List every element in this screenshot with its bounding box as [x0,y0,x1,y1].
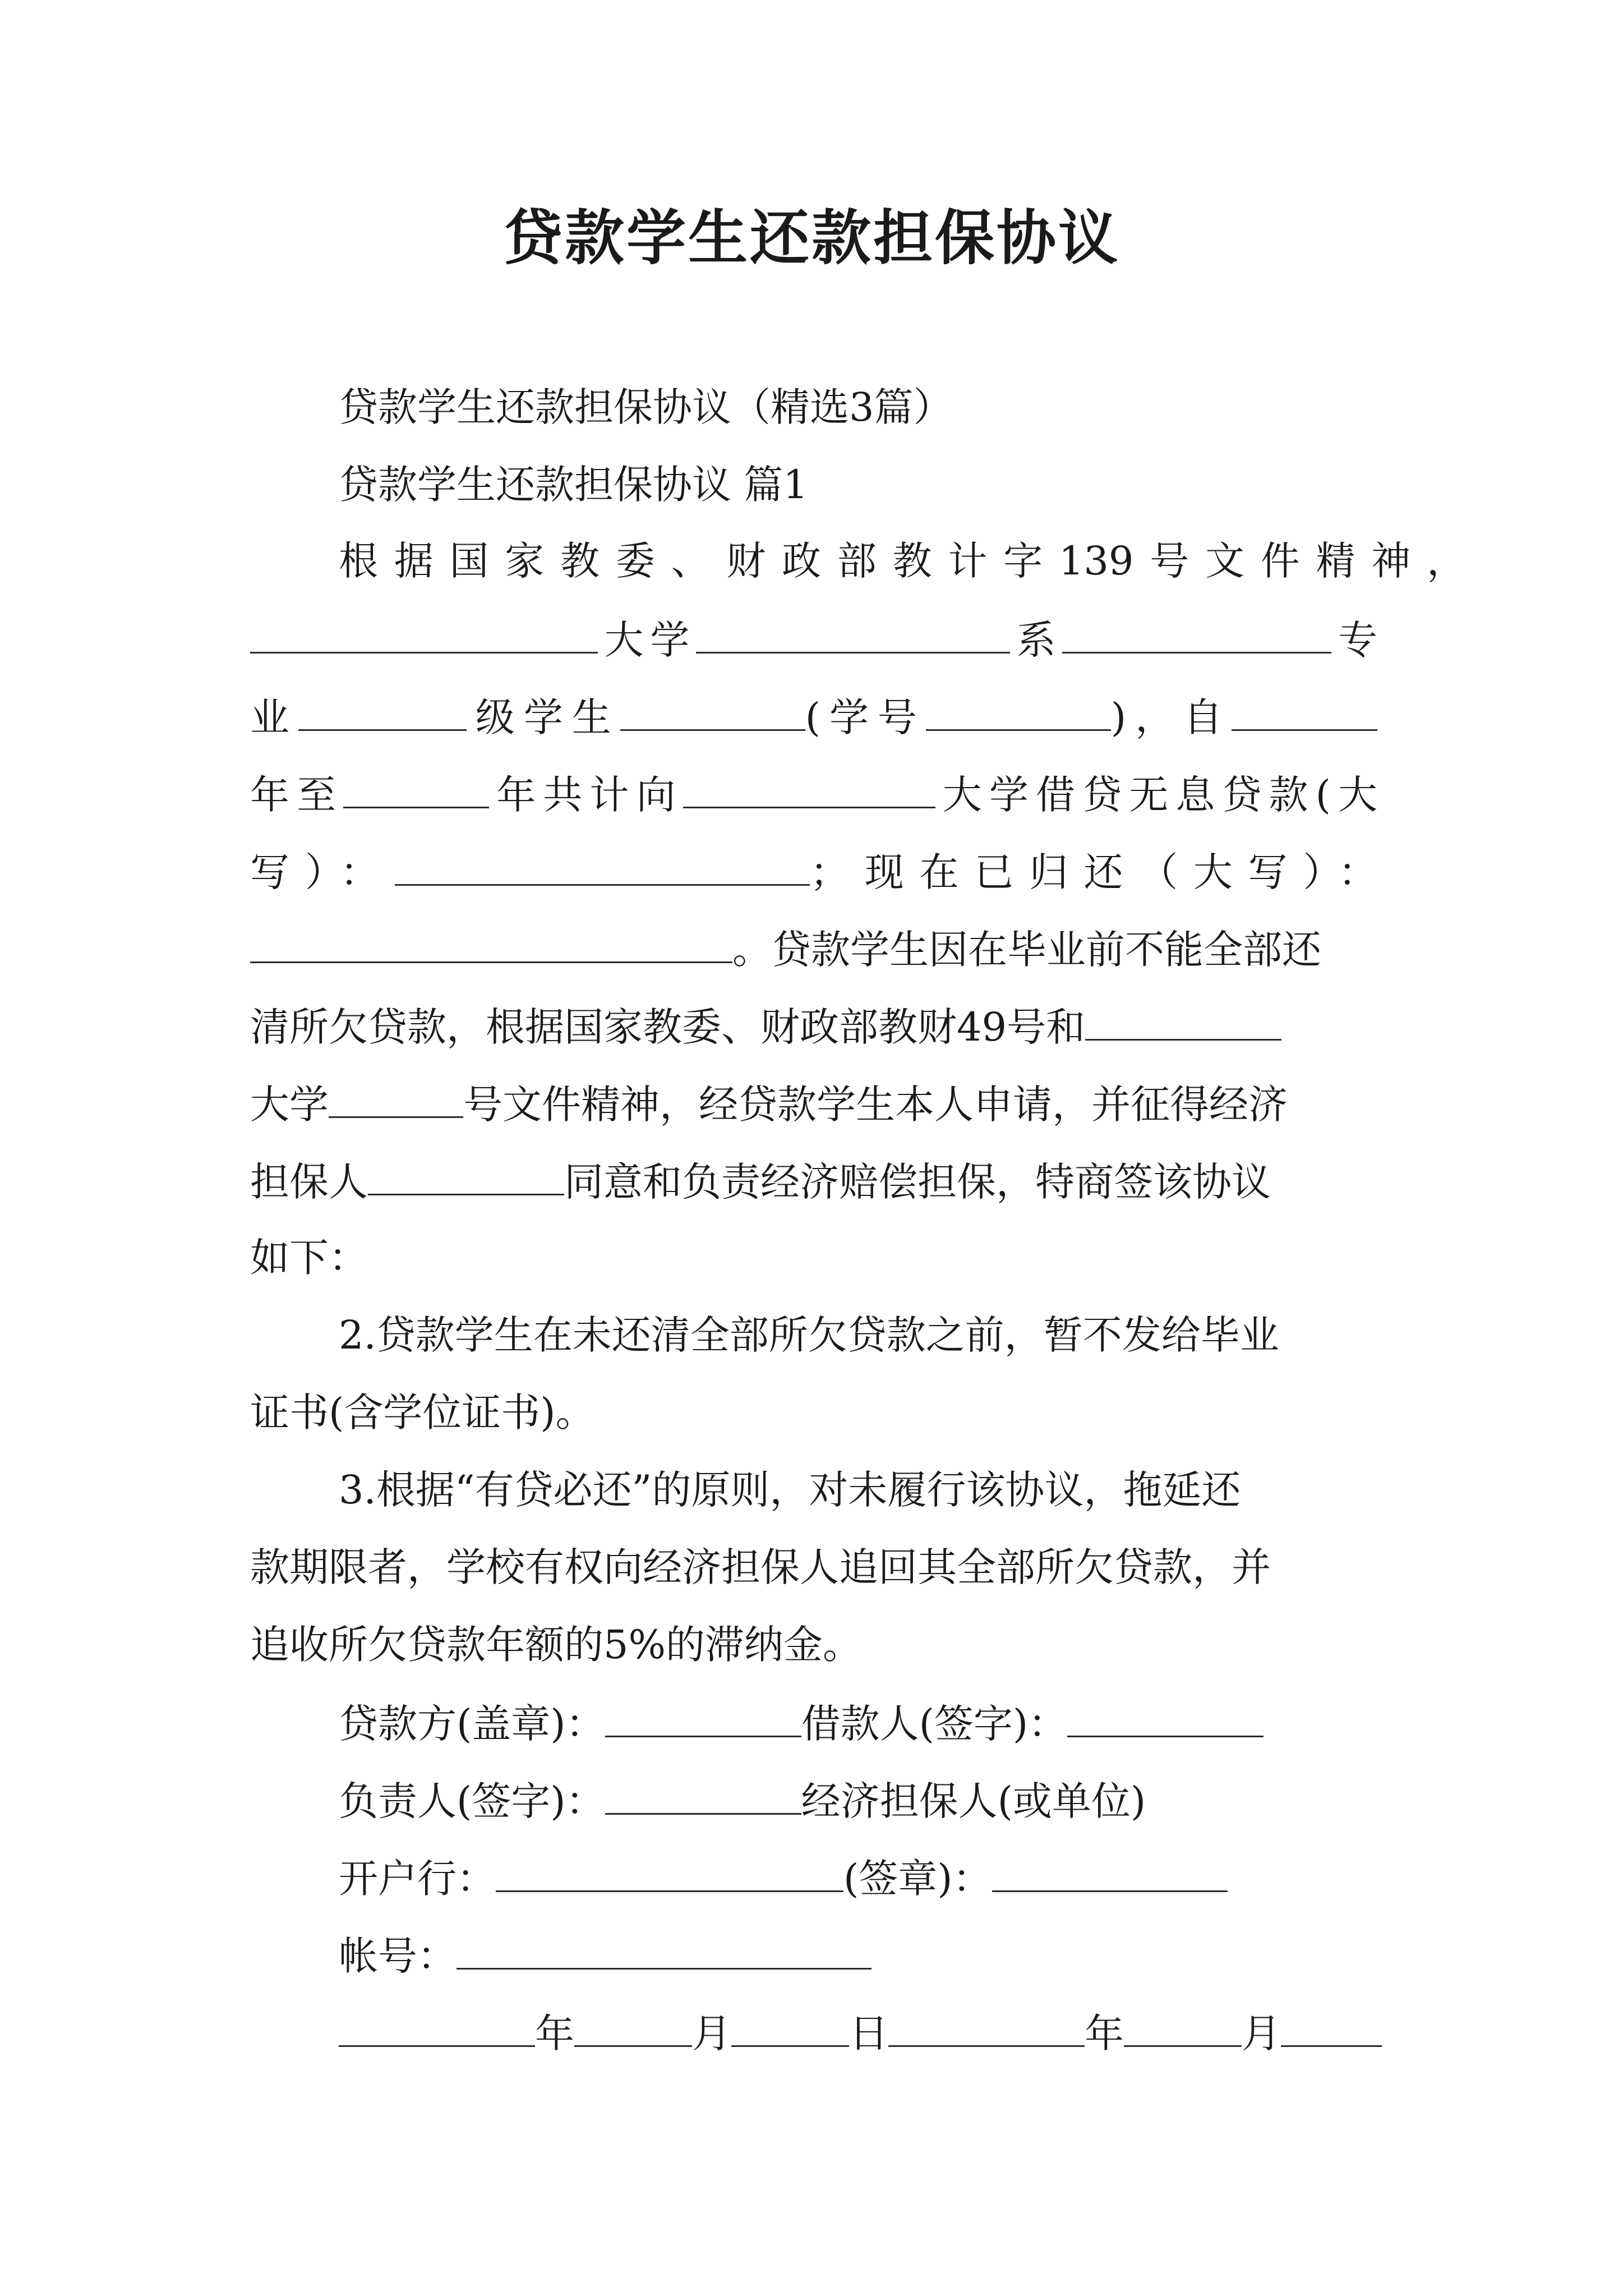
blank-loan-amount [395,843,810,886]
blank-grade [298,688,467,731]
day-label: 日 [849,2010,888,2056]
seal-label: (签章)： [843,1856,992,1902]
signature-line-bank [250,1849,1466,1905]
section-heading-text: 贷款学生还款担保协议 篇1 [339,462,808,508]
text-span: 3.根据“有贷必还”的原则，对未履行该协议，拖延还 [339,1467,1241,1513]
paragraph-1-line-9 [250,1152,1377,1208]
text-span: 年至 [250,772,344,818]
signature-line-lender [250,1694,1466,1750]
blank-borrower-sign [1067,1694,1264,1737]
blank-start-year [1232,688,1377,731]
text-span: (学号 [805,694,926,740]
month-label: 月 [692,2010,731,2056]
blank-bank [496,1849,843,1892]
blank-lender-university [683,765,935,808]
subtitle-text: 贷款学生还款担保协议（精选3篇） [339,384,953,430]
paragraph-1-line-10 [250,1230,1377,1286]
blank-responsible-sign [605,1772,801,1815]
section-heading [250,457,1466,513]
year-label: 年 [1085,2010,1124,2056]
text-span: 写）： [250,849,395,895]
text-span: )，自 [1110,694,1232,740]
blank-repaid-amount [250,920,732,963]
blank-account [457,1926,872,1970]
bank-label: 开户行： [339,1856,496,1902]
paragraph-1-line-5 [250,843,1377,899]
text-span: 号文件精神，经贷款学生本人申请，并征得经济 [463,1082,1288,1128]
text-span: 清所欠贷款，根据国家教委、财政部教财49号和 [250,1004,1086,1050]
document-title: 贷款学生还款担保协议 [503,204,1120,273]
text-span: 级学生 [466,694,620,740]
blank-student-id [926,688,1111,731]
blank-date-month-2 [1124,2004,1242,2047]
text-span: 款期限者，学校有权向经济担保人追回其全部所欠贷款，并 [250,1544,1271,1590]
blank-date-day-2 [1281,2004,1382,2047]
text-span: 大学 [250,1082,329,1128]
text-span: 担保人 [250,1159,368,1205]
paragraph-1-line-6 [250,920,1377,976]
text-span: 系 [1010,617,1063,663]
borrower-label: 借款人(签字)： [801,1701,1068,1747]
blank-guarantor [368,1152,564,1195]
blank-university [250,610,598,654]
blank-date-year-1 [339,2004,535,2047]
blank-department [696,610,1010,654]
blank-lender-seal [605,1694,801,1737]
month-label: 月 [1242,2010,1281,2056]
text-span: 业 [250,694,298,740]
paragraph-2-line-2 [250,1384,1377,1441]
lender-label: 贷款方(盖章)： [339,1701,605,1747]
paragraph-3-line-2 [250,1539,1377,1595]
paragraph-3-line-3 [250,1617,1377,1673]
signature-line-account [250,1926,1466,1982]
paragraph-1-line-1 [250,533,1466,589]
blank-university-doc [1085,997,1281,1041]
text-span: 大学 [598,617,696,663]
blank-date-month-1 [574,2004,692,2047]
responsible-label: 负责人(签字)： [339,1778,605,1824]
text-span: 大学借贷无息贷款(大 [935,772,1377,818]
paragraph-1-line-3 [250,688,1377,744]
year-label: 年 [535,2010,574,2056]
text-span: 证书(含学位证书)。 [250,1389,595,1435]
document-subtitle [250,379,1466,435]
paragraph-1-line-8 [250,1075,1377,1131]
blank-doc-number [329,1075,463,1118]
blank-major [1062,610,1331,654]
paragraph-2-line-1 [250,1307,1466,1363]
text-span: 根据国家教委、财政部教计字139号文件精神， [339,538,1466,584]
text-span: 追收所欠贷款年额的5%的滞纳金。 [250,1622,863,1668]
paragraph-1-line-7 [250,997,1377,1053]
blank-name [620,688,805,731]
guarantor-label: 经济担保人(或单位) [801,1778,1146,1824]
blank-guarantor-seal [992,1849,1228,1892]
text-span: ；现在已归还（大写）： [810,849,1377,895]
blank-date-year-2 [888,2004,1085,2047]
paragraph-1-line-4 [250,765,1377,821]
paragraph-3-line-1 [250,1462,1466,1518]
account-label: 帐号： [339,1933,457,1979]
blank-end-year [343,765,489,808]
text-span: 同意和负责经济赔偿担保，特商签该协议 [564,1159,1271,1205]
text-span: 如下： [250,1235,368,1281]
signature-line-dates [250,2004,1466,2060]
signature-line-responsible [250,1772,1466,1828]
text-span: 。贷款学生因在毕业前不能全部还 [732,927,1321,973]
text-span: 年共计向 [489,772,683,818]
paragraph-1-line-2 [250,610,1377,666]
blank-date-day-1 [731,2004,849,2047]
text-span: 2.贷款学生在未还清全部所欠贷款之前，暂不发给毕业 [339,1312,1279,1358]
text-span: 专 [1331,617,1377,663]
